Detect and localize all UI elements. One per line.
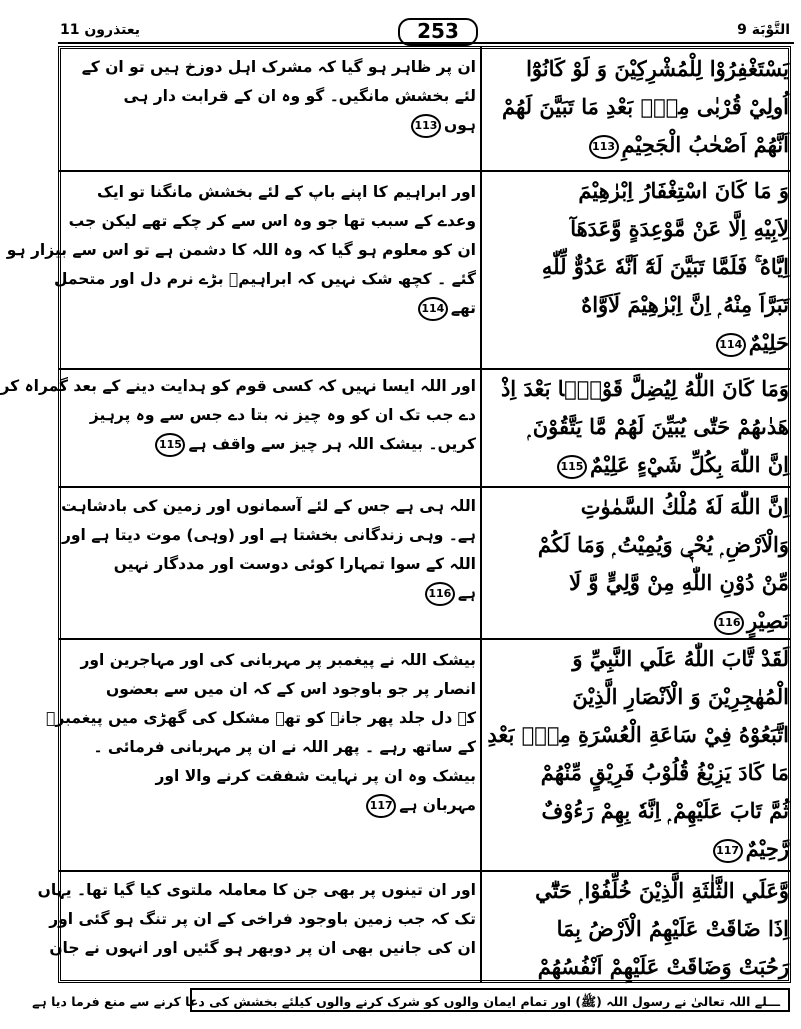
arabic-line — [484, 948, 789, 986]
urdu-line — [62, 178, 476, 207]
arabic-line — [484, 126, 789, 164]
arabic-verse-block — [484, 488, 789, 640]
urdu-line-text: ہوں — [443, 116, 476, 134]
urdu-line — [62, 791, 476, 820]
urdu-line — [62, 646, 476, 675]
urdu-line-text: اللہ کے سوا تمہارا کوئی دوست اور مددگار نہیں — [113, 555, 476, 573]
arabic-verse-block — [484, 172, 789, 362]
ayah-number-marker: 116 — [425, 582, 455, 606]
page-header — [58, 18, 794, 44]
arabic-line — [484, 172, 789, 210]
urdu-line-text: تھے — [450, 299, 476, 317]
arabic-line — [484, 88, 789, 126]
urdu-line-text: اور اللہ ایسا نہیں کہ کسی قوم کو ہدایت دینے کے بعد گمراہ کر — [0, 377, 476, 395]
urdu-line — [62, 111, 476, 140]
urdu-line — [62, 675, 476, 704]
arabic-line-text: اتَّبَعُوْهُ فِيْ سَاعَةِ الْعُسْرَةِ مِنْۢ بَعْدِ — [487, 722, 789, 747]
arabic-line-text: وَالْاَرْضِ ۭ يُحْيٖ وَيُمِيْتُ ۭ وَمَا لَكُمْ — [537, 532, 789, 557]
urdu-line — [37, 876, 476, 905]
urdu-line — [6, 236, 476, 265]
ayah-number-marker: 115 — [155, 433, 185, 457]
urdu-line-text: ان کی جانیں بھی ان پر دوبھر ہو گئیں اور انہوں نے جان — [49, 939, 476, 957]
arabic-line-text: لِاَبِيْهِ اِلَّا عَنْ مَّوْعِدَةٍ وَّعَدَهَآ — [570, 216, 789, 241]
urdu-line — [62, 53, 476, 82]
urdu-line — [62, 430, 476, 459]
arabic-verse-block — [484, 872, 789, 986]
arabic-line-text: مِّنْ دُوْنِ اللّٰهِ مِنْ وَّلِيٍّ وَّ لَا — [569, 570, 789, 595]
column-divider — [480, 46, 482, 983]
surah-name: التَّوْبَة 9 — [737, 22, 790, 38]
ayah-number-marker: 115 — [557, 455, 587, 479]
urdu-line-text: اور ان تینوں پر بھی جن کا معاملہ ملتوی کیا گیا تھا۔ یہاں — [37, 881, 476, 899]
arabic-line-text: اِذَا ضَاقَتْ عَلَيْهِمُ الْاَرْضُ بِمَا — [556, 916, 789, 941]
arabic-line — [484, 286, 789, 324]
arabic-line-text: رَحُبَتْ وَضَاقَتْ عَلَيْهِمْ اَنْفُسُهُمْ — [537, 954, 789, 979]
ayah-number-marker: 117 — [366, 794, 396, 818]
ayah-number-marker: 116 — [714, 611, 744, 635]
arabic-line-text: اَنَّهُمْ اَصْحٰبُ الْجَحِيْمِ — [621, 132, 789, 157]
arabic-line-text: يَسْتَغْفِرُوْا لِلْمُشْرِكِيْنَ وَ لَوْ كَانُوْٓا — [526, 56, 789, 81]
urdu-line-text: ہے۔ وہی زندگانی بخشتا ہے اور (وہی) موت دیتا ہے اور — [62, 526, 476, 544]
urdu-line-text: مہربان ہے — [399, 796, 476, 814]
urdu-line — [54, 265, 476, 294]
arabic-line — [484, 640, 789, 678]
urdu-line — [49, 934, 476, 963]
urdu-translation-block — [62, 53, 476, 140]
urdu-line — [62, 401, 476, 430]
urdu-line — [62, 82, 476, 111]
urdu-line-text: کے ساتھ رہے ۔ پھر اللہ نے ان پر مہربانی فرمائی ۔ — [93, 738, 476, 756]
urdu-line — [62, 521, 476, 550]
urdu-line-text: انصار پر جو باوجود اس کے کہ ان میں سے بعضوں — [105, 680, 476, 698]
urdu-line-text: بیشک اللہ نے پیغمبر پر مہربانی کی اور مہاجرین اور — [80, 651, 476, 669]
arabic-line-text: مَا كَادَ يَزِيْغُ قُلُوْبُ فَرِيْقٍ مِّنْهُمْ — [540, 760, 789, 785]
arabic-line — [484, 324, 789, 362]
urdu-line — [46, 704, 476, 733]
arabic-line — [484, 872, 789, 910]
urdu-line-text: ان پر ظاہر ہو گیا کہ مشرک اہل دوزخ ہیں تو ان کے — [81, 58, 476, 76]
urdu-translation-block — [62, 492, 476, 608]
urdu-line-text: ان کو معلوم ہو گیا کہ وہ اللہ کا دشمن ہے تو اس سے بیزار ہو — [6, 241, 476, 259]
urdu-line-text: کریں۔ بیشک اللہ ہر چیز سے واقف ہے — [188, 435, 476, 453]
arabic-line — [484, 678, 789, 716]
arabic-verse-block — [484, 50, 789, 164]
urdu-line-text: وعدے کے سبب تھا جو وہ اس سے کر چکے تھے لیکن جب — [68, 212, 476, 230]
ayah-number-marker: 117 — [713, 839, 743, 863]
arabic-line-text: تَبَرَّاَ مِنْهُ ۭ اِنَّ اِبْرٰهِيْمَ لَاَوَّاهٌ — [581, 292, 789, 317]
juz-name: يعتذرون 11 — [60, 22, 141, 38]
arabic-line — [484, 910, 789, 948]
header-rule — [58, 42, 794, 44]
urdu-line — [62, 762, 476, 791]
footnote: ـــلے اللہ تعالیٰ نے رسول اللہ (ﷺ) اور تمام ایمان والوں کو شرک کرنے والوں کیلئے بخشش کی دعا کرنے سے منع فرما دیا ہے — [190, 988, 790, 1012]
ayah-number-marker: 113 — [411, 114, 441, 138]
arabic-line-text: وَّعَلَي الثَّلٰثَةِ الَّذِيْنَ خُلِّفُوْا ۭ حَتّٰٓي — [535, 878, 789, 903]
arabic-line-text: حَلِيْمٌ — [748, 330, 789, 355]
arabic-line-text: ثُمَّ تَابَ عَلَيْهِمْ ۭ اِنَّهٗ بِهِمْ رَءُوْفٌ — [541, 798, 789, 823]
arabic-line-text: نَصِيْرٍ — [747, 608, 789, 633]
urdu-translation-block — [37, 876, 476, 963]
arabic-line-text: اِيَّاهُ ۚ فَلَمَّا تَبَيَّنَ لَهٗٓ اَنَّهٗ عَدُوٌّ لِّلّٰهِ — [541, 254, 789, 279]
urdu-translation-block — [0, 372, 476, 459]
arabic-verse-block — [484, 640, 789, 868]
urdu-line-text: بیشک وہ ان پر نہایت شفقت کرنے والا اور — [155, 767, 476, 785]
urdu-line-text: دے جب تک ان کو وہ چیز نہ بتا دے جس سے وہ پرہیز — [89, 406, 476, 424]
urdu-line — [49, 905, 476, 934]
arabic-line — [484, 446, 789, 484]
urdu-line-text: لئے بخشش مانگیں۔ گو وہ ان کے قرابت دار ہی — [123, 87, 476, 105]
urdu-line — [62, 550, 476, 579]
arabic-verse-block — [484, 370, 789, 484]
arabic-line-text: وَ مَا كَانَ اسْتِغْفَارُ اِبْرٰهِيْمَ — [578, 178, 789, 203]
arabic-line — [484, 370, 789, 408]
urdu-line-text: ہے — [457, 584, 476, 602]
ayah-number-marker: 113 — [589, 135, 619, 159]
arabic-line — [484, 248, 789, 286]
arabic-line — [484, 602, 789, 640]
urdu-line-text: کے دل جلد پھر جانے کو تھے مشکل کی گھڑی میں پیغمبرؐ — [46, 709, 476, 727]
arabic-line — [484, 408, 789, 446]
urdu-line-text: اور ابراہیم کا اپنے باپ کے لئے بخشش مانگنا تو ایک — [96, 183, 476, 201]
urdu-line-text: تک کہ جب زمین باوجود فراخی کے ان پر تنگ ہو گئی اور — [49, 910, 476, 928]
arabic-line-text: لَقَدْ تَّابَ اللّٰهُ عَلَي النَّبِيِّ وَ — [572, 646, 789, 671]
urdu-line-text: اللہ ہی ہے جس کے لئے آسمانوں اور زمین کی بادشاہت — [61, 497, 476, 515]
arabic-line-text: اُولِيْ قُرْبٰى مِنْۢ بَعْدِ مَا تَبَيَّنَ لَهُمْ — [502, 94, 789, 119]
arabic-line-text: رَّحِيْمٌ — [745, 836, 789, 861]
urdu-line — [0, 372, 476, 401]
urdu-line — [62, 207, 476, 236]
arabic-line — [484, 488, 789, 526]
urdu-line — [62, 294, 476, 323]
arabic-line — [484, 564, 789, 602]
arabic-line — [484, 526, 789, 564]
arabic-line — [484, 210, 789, 248]
arabic-line-text: هَدٰىهُمْ حَتّٰى يُبَيِّنَ لَهُمْ مَّا يَتَّقُوْنَ ۭ — [527, 414, 789, 439]
arabic-line — [484, 754, 789, 792]
arabic-line-text: اِنَّ اللّٰهَ لَهٗ مُلْكُ السَّمٰوٰتِ — [580, 494, 789, 519]
arabic-line — [484, 792, 789, 830]
arabic-line — [484, 716, 789, 754]
urdu-translation-block — [46, 646, 476, 820]
arabic-line-text: الْمُهٰجِرِيْنَ وَ الْاَنْصَارِ الَّذِيْنَ — [572, 684, 789, 709]
arabic-line — [484, 830, 789, 868]
urdu-translation-block — [6, 178, 476, 323]
arabic-line-text: وَمَا كَانَ اللّٰهُ لِيُضِلَّ قَوْمًۢا بَعْدَ اِذْ — [500, 376, 789, 401]
ayah-number-marker: 114 — [716, 333, 746, 357]
page-number: 253 — [398, 18, 478, 46]
ayah-number-marker: 114 — [418, 297, 448, 321]
urdu-line-text: گئے ۔ کچھ شک نہیں کہ ابراہیمؑ بڑے نرم دل اور متحمل — [54, 270, 476, 288]
arabic-line — [484, 50, 789, 88]
urdu-line — [62, 492, 476, 521]
urdu-line — [62, 733, 476, 762]
arabic-line-text: اِنَّ اللّٰهَ بِكُلِّ شَيْءٍ عَلِيْمٌ — [589, 452, 789, 477]
urdu-line — [62, 579, 476, 608]
